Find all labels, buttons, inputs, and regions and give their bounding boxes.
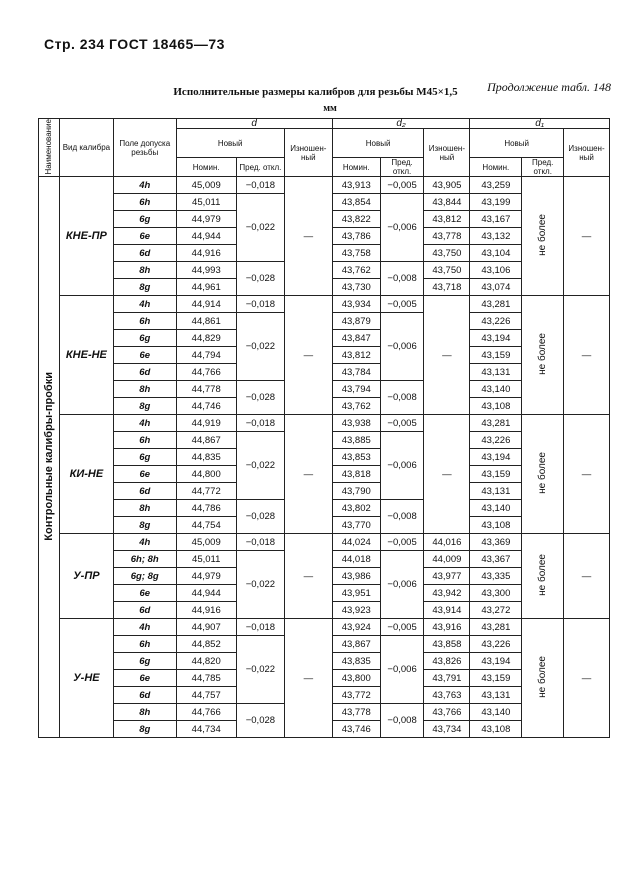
tolerance-field-cell: 6g; 8g <box>114 568 177 585</box>
d1-nominal-cell: 43,281 <box>470 296 522 313</box>
tolerance-field-cell: 6e <box>114 347 177 364</box>
table-continuation: Продолжение табл. 148 <box>487 80 611 94</box>
d2-worn-cell: 43,718 <box>424 279 470 296</box>
d1-nominal-cell: 43,194 <box>470 449 522 466</box>
nominal-header: Номин. <box>176 158 236 177</box>
d1-nominal-cell: 43,131 <box>470 364 522 381</box>
d2-nominal-cell: 43,885 <box>332 432 380 449</box>
tolerance-field-cell: 6d <box>114 483 177 500</box>
d2-nominal-cell: 43,730 <box>332 279 380 296</box>
d2-nominal-cell: 43,879 <box>332 313 380 330</box>
d2-worn-cell: 43,812 <box>424 211 470 228</box>
d2-nominal-cell: 43,772 <box>332 687 380 704</box>
d2-nominal-cell: 43,867 <box>332 636 380 653</box>
tolerance-field-cell: 6e <box>114 585 177 602</box>
d-nominal-cell: 45,009 <box>176 177 236 194</box>
d1-nominal-cell: 43,226 <box>470 432 522 449</box>
d2-nominal-cell: 43,986 <box>332 568 380 585</box>
col-name-header: Наименование <box>44 119 54 175</box>
table-row <box>39 296 610 313</box>
d2-worn-cell: — <box>424 415 470 534</box>
table-row <box>39 619 610 636</box>
tolerance-field-cell: 6h <box>114 194 177 211</box>
d-nominal-cell: 44,778 <box>176 381 236 398</box>
new-header: Новый <box>332 129 424 158</box>
col-d-header: d <box>176 119 332 129</box>
d2-worn-cell: 43,778 <box>424 228 470 245</box>
d1-nominal-cell: 43,140 <box>470 500 522 517</box>
d2-nominal-cell: 43,784 <box>332 364 380 381</box>
d1-nominal-cell: 43,367 <box>470 551 522 568</box>
d-deviation-cell: −0,018 <box>236 534 284 551</box>
tolerance-field-cell: 6g <box>114 330 177 347</box>
calibre-type-cell: У-НЕ <box>59 619 113 738</box>
table-title: Исполнительные размеры калибров для резьбы M45×1,5 <box>173 86 458 98</box>
tolerance-field-cell: 6h <box>114 313 177 330</box>
nominal-header: Номин. <box>470 158 522 177</box>
tolerance-field-cell: 6d <box>114 364 177 381</box>
d2-deviation-cell: −0,006 <box>380 432 424 500</box>
d2-worn-cell: 43,763 <box>424 687 470 704</box>
d2-worn-cell: 43,750 <box>424 262 470 279</box>
vertical-label: Контрольные калибры-пробки <box>42 371 55 541</box>
d-deviation-cell: −0,028 <box>236 704 284 738</box>
d-deviation-cell: −0,018 <box>236 619 284 636</box>
d1-nominal-cell: 43,131 <box>470 483 522 500</box>
calibre-type-cell: КИ-НЕ <box>59 415 113 534</box>
tolerance-field-cell: 8g <box>114 721 177 738</box>
page-header: Стр. 234 ГОСТ 18465—73 <box>44 36 225 52</box>
d1-deviation-cell <box>522 534 564 619</box>
d2-deviation-cell: −0,005 <box>380 177 424 194</box>
d-nominal-cell: 44,746 <box>176 398 236 415</box>
d-nominal-cell: 44,785 <box>176 670 236 687</box>
d-deviation-cell: −0,018 <box>236 296 284 313</box>
d2-nominal-cell: 43,924 <box>332 619 380 636</box>
d1-nominal-cell: 43,259 <box>470 177 522 194</box>
calibre-type-cell: У-ПР <box>59 534 113 619</box>
d-deviation-cell: −0,018 <box>236 415 284 432</box>
tolerance-field-cell: 6d <box>114 245 177 262</box>
d-worn-cell: — <box>284 296 332 415</box>
d2-nominal-cell: 43,762 <box>332 398 380 415</box>
d-nominal-cell: 44,766 <box>176 704 236 721</box>
tolerance-field-cell: 8h <box>114 262 177 279</box>
tolerance-field-cell: 6h; 8h <box>114 551 177 568</box>
d2-deviation-cell: −0,008 <box>380 500 424 534</box>
d2-deviation-cell: −0,006 <box>380 551 424 619</box>
d2-nominal-cell: 44,018 <box>332 551 380 568</box>
d-nominal-cell: 44,861 <box>176 313 236 330</box>
d1-nominal-cell: 43,074 <box>470 279 522 296</box>
d1-deviation-cell <box>522 296 564 415</box>
d-deviation-cell: −0,022 <box>236 432 284 500</box>
d-nominal-cell: 44,800 <box>176 466 236 483</box>
d-nominal-cell: 44,979 <box>176 211 236 228</box>
col-d1-header: d₁ <box>470 119 610 129</box>
d2-nominal-cell: 43,822 <box>332 211 380 228</box>
deviation-header: Пред. откл. <box>236 158 284 177</box>
d2-nominal-cell: 43,938 <box>332 415 380 432</box>
d2-nominal-cell: 44,024 <box>332 534 380 551</box>
d-deviation-cell: −0,022 <box>236 313 284 381</box>
d2-nominal-cell: 43,790 <box>332 483 380 500</box>
col-field-header: Поле допуска резьбы <box>114 119 177 177</box>
d-nominal-cell: 44,754 <box>176 517 236 534</box>
tolerance-field-cell: 6g <box>114 211 177 228</box>
d2-deviation-cell: −0,005 <box>380 415 424 432</box>
d-deviation-cell: −0,022 <box>236 551 284 619</box>
d1-deviation-cell <box>522 619 564 738</box>
d-nominal-cell: 44,852 <box>176 636 236 653</box>
tolerance-field-cell: 6h <box>114 636 177 653</box>
d2-worn-cell: 43,766 <box>424 704 470 721</box>
d-nominal-cell: 44,961 <box>176 279 236 296</box>
d-nominal-cell: 44,786 <box>176 500 236 517</box>
d-deviation-cell: −0,028 <box>236 381 284 415</box>
d2-deviation-cell: −0,006 <box>380 636 424 704</box>
tolerance-field-cell: 6g <box>114 653 177 670</box>
d-nominal-cell: 44,766 <box>176 364 236 381</box>
d2-deviation-cell: −0,008 <box>380 381 424 415</box>
not-more-label: не более <box>537 656 549 698</box>
d-nominal-cell: 44,919 <box>176 415 236 432</box>
tolerance-field-cell: 6d <box>114 687 177 704</box>
d2-nominal-cell: 43,802 <box>332 500 380 517</box>
d1-nominal-cell: 43,159 <box>470 670 522 687</box>
d2-nominal-cell: 43,923 <box>332 602 380 619</box>
d1-nominal-cell: 43,194 <box>470 330 522 347</box>
d-nominal-cell: 44,944 <box>176 228 236 245</box>
calibre-type-cell: КНЕ-ПР <box>59 177 113 296</box>
tolerance-field-cell: 6e <box>114 228 177 245</box>
d2-nominal-cell: 43,818 <box>332 466 380 483</box>
tolerance-field-cell: 8g <box>114 398 177 415</box>
tolerance-field-cell: 6e <box>114 670 177 687</box>
d1-nominal-cell: 43,281 <box>470 415 522 432</box>
d2-nominal-cell: 43,794 <box>332 381 380 398</box>
d-nominal-cell: 44,944 <box>176 585 236 602</box>
d-deviation-cell: −0,028 <box>236 500 284 534</box>
d2-nominal-cell: 43,778 <box>332 704 380 721</box>
deviation-header: Пред. откл. <box>522 158 564 177</box>
tolerance-field-cell: 6h <box>114 432 177 449</box>
d1-nominal-cell: 43,167 <box>470 211 522 228</box>
d-nominal-cell: 44,757 <box>176 687 236 704</box>
d1-nominal-cell: 43,159 <box>470 347 522 364</box>
d1-nominal-cell: 43,194 <box>470 653 522 670</box>
new-header: Новый <box>470 129 564 158</box>
table-row <box>39 415 610 432</box>
tolerance-field-cell: 4h <box>114 534 177 551</box>
d2-worn-cell: 43,734 <box>424 721 470 738</box>
tolerance-field-cell: 4h <box>114 177 177 194</box>
d-nominal-cell: 44,867 <box>176 432 236 449</box>
d1-worn-cell: — <box>564 177 610 296</box>
tolerance-field-cell: 8g <box>114 517 177 534</box>
d-worn-cell: — <box>284 534 332 619</box>
d1-nominal-cell: 43,369 <box>470 534 522 551</box>
d-deviation-cell: −0,018 <box>236 177 284 194</box>
d2-worn-cell: 43,977 <box>424 568 470 585</box>
d-nominal-cell: 44,916 <box>176 245 236 262</box>
d1-nominal-cell: 43,104 <box>470 245 522 262</box>
calibre-type-cell: КНЕ-НЕ <box>59 296 113 415</box>
d2-deviation-cell: −0,008 <box>380 262 424 296</box>
worn-header: Изношен-ный <box>284 129 332 177</box>
not-more-label: не более <box>537 554 549 596</box>
tolerance-field-cell: 6g <box>114 449 177 466</box>
d-nominal-cell: 44,979 <box>176 568 236 585</box>
d-nominal-cell: 45,009 <box>176 534 236 551</box>
col-type-header: Вид калибра <box>59 119 113 177</box>
d1-nominal-cell: 43,199 <box>470 194 522 211</box>
d-nominal-cell: 44,914 <box>176 296 236 313</box>
d2-nominal-cell: 43,951 <box>332 585 380 602</box>
table-body <box>39 177 610 738</box>
d1-nominal-cell: 43,281 <box>470 619 522 636</box>
d2-worn-cell: 44,016 <box>424 534 470 551</box>
tolerance-field-cell: 8g <box>114 279 177 296</box>
d2-nominal-cell: 43,853 <box>332 449 380 466</box>
d2-worn-cell: — <box>424 296 470 415</box>
tolerance-field-cell: 6e <box>114 466 177 483</box>
d2-nominal-cell: 43,934 <box>332 296 380 313</box>
d2-nominal-cell: 43,913 <box>332 177 380 194</box>
d-nominal-cell: 45,011 <box>176 551 236 568</box>
d2-deviation-cell: −0,005 <box>380 296 424 313</box>
d2-worn-cell: 43,916 <box>424 619 470 636</box>
d2-deviation-cell: −0,005 <box>380 534 424 551</box>
d2-worn-cell: 43,844 <box>424 194 470 211</box>
d-nominal-cell: 44,820 <box>176 653 236 670</box>
d-deviation-cell: −0,022 <box>236 636 284 704</box>
tolerance-field-cell: 8h <box>114 381 177 398</box>
d2-deviation-cell: −0,006 <box>380 194 424 262</box>
table-row <box>39 177 610 194</box>
d2-deviation-cell: −0,006 <box>380 313 424 381</box>
d2-deviation-cell: −0,005 <box>380 619 424 636</box>
d2-nominal-cell: 43,786 <box>332 228 380 245</box>
d-nominal-cell: 44,829 <box>176 330 236 347</box>
d1-nominal-cell: 43,132 <box>470 228 522 245</box>
not-more-label: не более <box>537 214 549 256</box>
col-d2-header: d₂ <box>332 119 470 129</box>
d-worn-cell: — <box>284 619 332 738</box>
d-nominal-cell: 44,794 <box>176 347 236 364</box>
not-more-label: не более <box>537 452 549 494</box>
d2-worn-cell: 43,858 <box>424 636 470 653</box>
d2-worn-cell: 44,009 <box>424 551 470 568</box>
d-nominal-cell: 44,907 <box>176 619 236 636</box>
tolerance-field-cell: 8h <box>114 500 177 517</box>
not-more-label: не более <box>537 333 549 375</box>
d1-worn-cell: — <box>564 296 610 415</box>
d2-nominal-cell: 43,758 <box>332 245 380 262</box>
d-worn-cell: — <box>284 415 332 534</box>
d2-worn-cell: 43,942 <box>424 585 470 602</box>
d1-nominal-cell: 43,226 <box>470 636 522 653</box>
tolerance-field-cell: 4h <box>114 619 177 636</box>
d2-nominal-cell: 43,746 <box>332 721 380 738</box>
d-nominal-cell: 44,772 <box>176 483 236 500</box>
tolerance-field-cell: 4h <box>114 296 177 313</box>
tolerance-field-cell: 8h <box>114 704 177 721</box>
worn-header: Изношен-ный <box>424 129 470 177</box>
d2-worn-cell: 43,905 <box>424 177 470 194</box>
d-deviation-cell: −0,028 <box>236 262 284 296</box>
d1-deviation-cell <box>522 177 564 296</box>
d2-nominal-cell: 43,847 <box>332 330 380 347</box>
d1-nominal-cell: 43,140 <box>470 381 522 398</box>
d2-nominal-cell: 43,762 <box>332 262 380 279</box>
d2-nominal-cell: 43,854 <box>332 194 380 211</box>
d2-worn-cell: 43,750 <box>424 245 470 262</box>
d2-nominal-cell: 43,812 <box>332 347 380 364</box>
d1-deviation-cell <box>522 415 564 534</box>
worn-header: Изношен-ный <box>564 129 610 177</box>
d1-nominal-cell: 43,300 <box>470 585 522 602</box>
d2-deviation-cell: −0,008 <box>380 704 424 738</box>
d2-worn-cell: 43,914 <box>424 602 470 619</box>
d-nominal-cell: 44,916 <box>176 602 236 619</box>
table-row <box>39 534 610 551</box>
d1-nominal-cell: 43,106 <box>470 262 522 279</box>
d2-worn-cell: 43,826 <box>424 653 470 670</box>
d1-nominal-cell: 43,335 <box>470 568 522 585</box>
d-worn-cell: — <box>284 177 332 296</box>
vertical-label-cell <box>39 177 60 738</box>
deviation-header: Пред. откл. <box>380 158 424 177</box>
new-header: Новый <box>176 129 284 158</box>
d-nominal-cell: 44,835 <box>176 449 236 466</box>
d2-nominal-cell: 43,835 <box>332 653 380 670</box>
units-label: мм <box>323 103 337 114</box>
d-nominal-cell: 44,993 <box>176 262 236 279</box>
d2-nominal-cell: 43,770 <box>332 517 380 534</box>
d2-nominal-cell: 43,800 <box>332 670 380 687</box>
d1-nominal-cell: 43,140 <box>470 704 522 721</box>
d-nominal-cell: 45,011 <box>176 194 236 211</box>
d1-nominal-cell: 43,108 <box>470 517 522 534</box>
nominal-header: Номин. <box>332 158 380 177</box>
d1-nominal-cell: 43,108 <box>470 721 522 738</box>
d-nominal-cell: 44,734 <box>176 721 236 738</box>
d1-worn-cell: — <box>564 534 610 619</box>
tolerance-field-cell: 6d <box>114 602 177 619</box>
d1-nominal-cell: 43,226 <box>470 313 522 330</box>
d1-nominal-cell: 43,272 <box>470 602 522 619</box>
d1-worn-cell: — <box>564 619 610 738</box>
tolerance-field-cell: 4h <box>114 415 177 432</box>
d1-nominal-cell: 43,108 <box>470 398 522 415</box>
d1-nominal-cell: 43,131 <box>470 687 522 704</box>
d1-nominal-cell: 43,159 <box>470 466 522 483</box>
d2-worn-cell: 43,791 <box>424 670 470 687</box>
calibre-dimensions-table <box>38 118 610 738</box>
d-deviation-cell: −0,022 <box>236 194 284 262</box>
d1-worn-cell: — <box>564 415 610 534</box>
